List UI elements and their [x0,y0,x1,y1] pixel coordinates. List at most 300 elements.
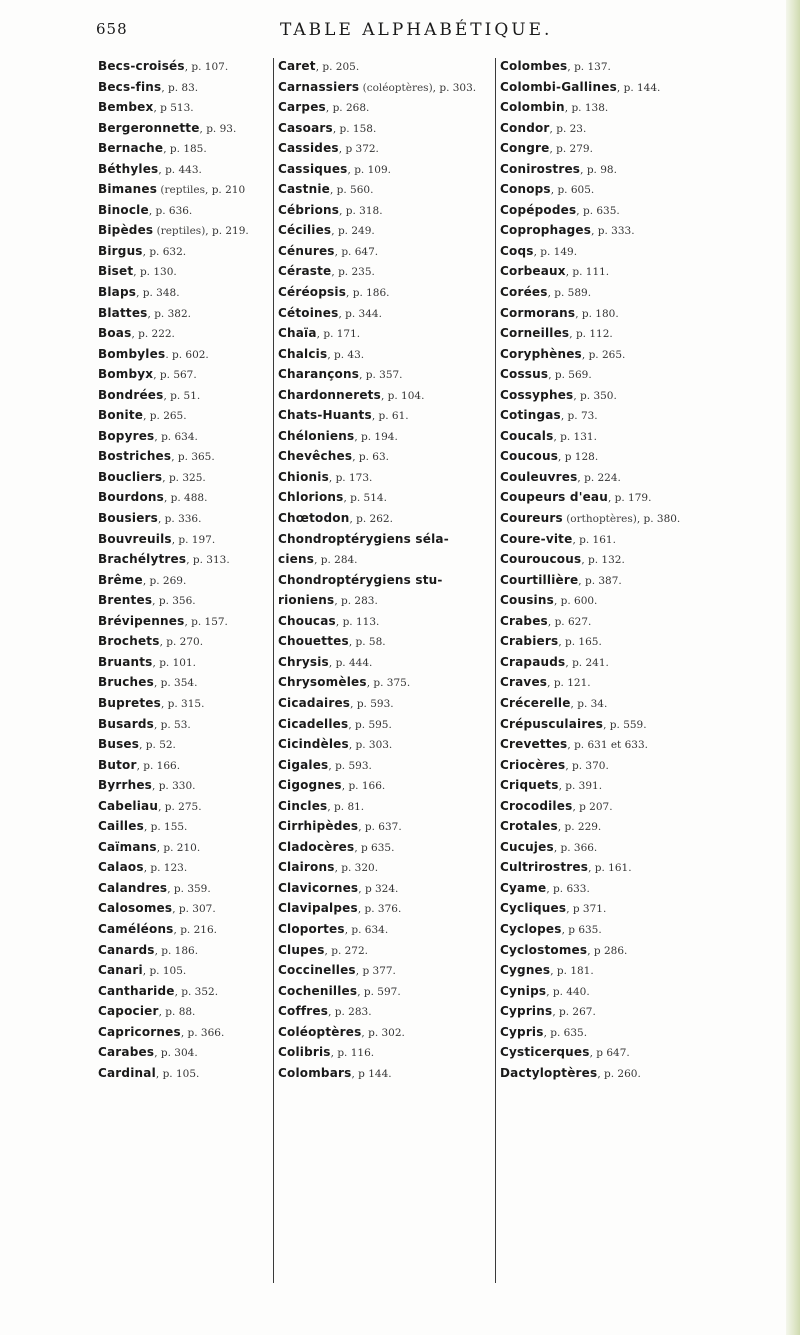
entry-page: , p. 370. [565,759,609,772]
entry-name: Capricornes [98,1024,181,1039]
entry-page: , p. 265. [143,410,187,423]
index-entry [500,652,765,673]
index-entry [278,200,526,221]
entry-name: Bombyles [98,346,166,361]
entry-page: , p. 51. [163,389,201,402]
entry-name: Cicadelles [278,716,349,731]
entry-page: , p. 267. [552,1006,596,1019]
index-entry [500,364,765,385]
entry-page: , p. 632. [142,245,187,258]
entry-page: , p. 165. [558,636,602,649]
entry-page: , p. 197. [171,533,216,546]
entry-name: Corées [500,285,548,300]
entry-name: Chondroptérygiens stu- [278,572,443,587]
entry-name: Coccinelles [278,963,356,978]
index-entry [500,960,765,981]
entry-page: , p. 73. [560,410,598,423]
entry-page: , p. 560. [329,184,374,197]
index-entry [500,631,765,652]
entry-name: Coucals [500,428,554,443]
entry-page: , p. 600. [553,595,598,608]
index-entry [500,919,765,940]
entry-name: Capocier [98,1004,159,1019]
index-entry [278,529,526,550]
entry-name: Cynips [500,983,547,998]
entry-page: , p. 375. [366,677,411,690]
entry-page: , p. 111. [565,266,610,279]
entry-name: Colombin [500,100,565,115]
index-entry [278,179,526,200]
entry-page: , p. 559. [603,718,647,731]
entry-name: Copépodes [500,202,577,217]
entry-page: , p. 81. [327,800,365,813]
entry-name: Brévipennes [98,613,185,628]
entry-name: Chéloniens [278,428,355,443]
index-entry [500,467,765,488]
entry-name: Couleuvres [500,469,578,484]
entry-page: , p. 637. [358,821,402,834]
entry-page: , p. 320. [334,862,379,875]
index-entry [278,898,526,919]
entry-name: Cultrirostres [500,860,589,875]
index-entry [278,1063,526,1084]
entry-page: , p. 229. [557,821,602,834]
entry-name: Biset [98,264,134,279]
entry-name: Dactyloptères [500,1065,598,1080]
entry-page: , p 377. [355,965,396,978]
entry-page: , p. 210 [205,184,246,197]
entry-page: , p. 130. [133,266,177,279]
entry-name: Birgus [98,243,143,258]
entry-name: Coureurs [500,511,563,526]
entry-page: , p. 34. [570,697,608,710]
entry-page: , p. 647. [334,245,379,258]
entry-name: Criquets [500,778,559,793]
entry-page: , p. 23. [549,122,587,135]
index-entry [500,56,765,77]
entry-note: (coléoptères) [359,81,433,94]
entry-name: Buses [98,737,140,752]
index-entry [278,1001,526,1022]
index-entry [278,693,526,714]
entry-name: Castnie [278,182,330,197]
entry-page: , p. 336. [158,513,202,526]
entry-page: , p. 88. [158,1006,196,1019]
entry-name: Blattes [98,305,148,320]
index-entry [278,487,526,508]
entry-page: , p. 589. [547,287,592,300]
index-entry [500,1001,765,1022]
entry-page: , p. 181. [550,965,594,978]
entry-page: , p. 194. [354,430,398,443]
entry-name: Brême [98,572,143,587]
entry-name: rioniens [278,593,335,608]
entry-page: , p. 205. [315,61,360,73]
entry-page: , p. 634. [154,430,198,443]
index-entry [278,755,526,776]
index-entry [278,631,526,652]
index-entry [278,344,526,365]
entry-name: Bipèdes [98,223,154,238]
entry-name: Bergeronnette [98,120,200,135]
entry-page: , p. 101. [152,656,196,669]
index-entry [278,940,526,961]
entry-name: Calaos [98,860,144,875]
entry-page: , p. 354. [153,677,198,690]
entry-name: Coure-vite [500,531,573,546]
entry-name: Chondroptérygiens séla- [278,531,449,546]
entry-page: , p 372. [338,143,379,156]
entry-page: , p. 104. [380,389,425,402]
entry-page: , p. 634. [344,923,389,936]
index-entry [278,385,526,406]
entry-page: , p. 222. [131,328,175,341]
entry-name: Crépusculaires [500,716,604,731]
entry-page: , p. 262. [349,513,393,526]
entry-page: , p 286. [587,944,628,957]
entry-page: , p. 235. [331,266,375,279]
entry-page: , p. 157. [184,615,228,628]
index-entry [500,446,765,467]
entry-page: , p. 325. [162,471,206,484]
entry-name: Cétoines [278,305,339,320]
entry-page: , p. 631 et 633. [567,739,648,752]
entry-page: , p. 241. [565,656,609,669]
entry-name: Bostriches [98,449,172,464]
entry-name: Carnassiers [278,79,360,94]
entry-name: Couroucous [500,552,582,567]
index-entry [500,261,765,282]
entry-page: , p. 131. [553,430,597,443]
entry-page: , p. 216. [173,923,217,936]
index-entry [278,837,526,858]
entry-page: , p. 440. [546,985,590,998]
entry-name: Conirostres [500,161,581,176]
index-column-2 [278,56,526,1083]
entry-page: , p. 597. [357,985,401,998]
entry-page: , p 128. [558,451,599,464]
entry-page: , p. 186. [346,287,390,300]
entry-name: Cyclopes [500,921,562,936]
index-entry [500,796,765,817]
entry-name: Binocle [98,202,149,217]
index-entry [500,734,765,755]
index-entry [278,56,526,77]
entry-name: Clavicornes [278,880,359,895]
index-entry [278,323,526,344]
entry-page: , p. 636. [148,204,193,217]
entry-page: , p. 382. [147,307,191,320]
index-entry [278,734,526,755]
entry-name: Crotales [500,819,558,834]
entry-name: Carpes [278,100,326,115]
entry-name: Chouettes [278,634,349,649]
entry-page: , p 635. [561,923,602,936]
index-entry [500,714,765,735]
entry-page: , p. 58. [348,636,386,649]
entry-name: Bupretes [98,695,161,710]
entry-page: , p. 137. [567,61,611,73]
index-entry [500,118,765,139]
entry-page: , p. 173. [328,471,373,484]
index-entry [500,159,765,180]
entry-name: Chœtodon [278,511,350,526]
entry-name: Cormorans [500,305,576,320]
index-entry [500,940,765,961]
entry-name: Cassides [278,141,339,156]
entry-name: Cygnes [500,963,551,978]
index-entry [500,590,765,611]
index-entry [278,857,526,878]
index-entry [500,344,765,365]
entry-name: Becs-fins [98,79,162,94]
entry-page: , p. 365. [171,451,215,464]
index-entry [278,878,526,899]
entry-name: Chaïa [278,326,317,341]
entry-page: , p. 304. [154,1047,198,1060]
entry-page: , p. 158. [332,122,377,135]
entry-page: , p 371. [566,903,607,916]
entry-name: Butor [98,757,137,772]
entry-name: Cyprins [500,1004,553,1019]
entry-name: Cossus [500,367,549,382]
entry-page: , p. 171. [316,328,361,341]
index-entry [500,570,765,591]
entry-page: , p. 359. [167,882,211,895]
entry-page: , p. 270. [159,636,204,649]
entry-page: , p. 186. [154,944,199,957]
entry-name: Coqs [500,243,534,258]
index-entry [278,570,526,591]
entry-name: Condor [500,120,550,135]
entry-page: , p. 567. [153,369,197,382]
entry-name: Brochets [98,634,160,649]
entry-page: , p. 627. [547,615,592,628]
entry-page: , p. 380. [636,513,681,526]
index-entry [278,241,526,262]
entry-name: Coprophages [500,223,592,238]
entry-name: Bouvreuils [98,531,172,546]
entry-page: , p. 121. [547,677,591,690]
entry-page: , p. 357. [359,369,403,382]
entry-name: Cossyphes [500,387,574,402]
entry-page: , p. 366. [180,1026,225,1039]
entry-name: Crocodiles [500,798,573,813]
entry-name: Bousiers [98,511,158,526]
entry-page: , p. 302. [361,1026,405,1039]
entry-name: Clupes [278,942,325,957]
index-entry [278,652,526,673]
index-entry [500,179,765,200]
index-entry [500,1063,765,1084]
entry-name: Coucous [500,449,559,464]
index-entry [500,549,765,570]
entry-name: Bembex [98,100,154,115]
entry-name: Cotingas [500,408,561,423]
index-entry [500,1022,765,1043]
entry-name: Corbeaux [500,264,566,279]
index-entry [278,508,526,529]
entry-name: Brentes [98,593,153,608]
entry-name: Crevettes [500,737,568,752]
entry-page: , p. 161. [572,533,616,546]
page-edge [786,0,800,1335]
entry-page: , p. 307. [172,903,216,916]
page-number: 658 [96,20,128,38]
entry-name: Clavipalpes [278,901,358,916]
entry-page: , p. 166. [341,780,386,793]
index-entry [278,446,526,467]
entry-page: , p. 105. [155,1067,200,1080]
entry-page: , p. 138. [564,102,609,115]
entry-name: Corneilles [500,326,570,341]
entry-page: , p. 265. [581,348,626,361]
entry-name: Coryphènes [500,346,582,361]
entry-name: Cochenilles [278,983,358,998]
index-entry [278,775,526,796]
entry-page: , p. 93. [199,122,237,135]
entry-name: Crabiers [500,634,559,649]
index-entry [500,426,765,447]
entry-name: ciens [278,552,315,567]
entry-page: , p. 272. [324,944,368,957]
entry-page: , p. 43. [327,348,365,361]
entry-name: Caïmans [98,839,157,854]
entry-page: , p. 52. [139,739,176,752]
index-entry [278,159,526,180]
entry-page: , p. 595. [348,718,392,731]
entry-page: , p. 61. [371,410,409,423]
entry-page: , p. 391. [558,780,603,793]
entry-page: , p. 113. [335,615,380,628]
index-entry [278,282,526,303]
index-entry [500,611,765,632]
entry-name: Calandres [98,880,168,895]
entry-name: Béthyles [98,161,159,176]
entry-page: , p 635. [354,841,395,854]
entry-name: Chats-Huants [278,408,372,423]
index-entry [500,97,765,118]
index-entry [500,323,765,344]
entry-page: , p 207. [572,800,613,813]
index-entry [278,467,526,488]
entry-name: Boucliers [98,469,163,484]
entry-name: Bopyres [98,428,155,443]
index-entry [278,97,526,118]
entry-page: , p. 488. [163,492,208,505]
entry-name: Céraste [278,264,332,279]
index-entry [500,878,765,899]
index-entry [278,672,526,693]
entry-note: (orthoptères) [562,513,637,526]
index-entry [500,981,765,1002]
entry-name: Canards [98,942,155,957]
entry-name: Cénures [278,243,335,258]
entry-page: , p. 366. [553,841,598,854]
index-entry [500,282,765,303]
index-entry [278,714,526,735]
entry-page: , p. 313. [186,554,230,567]
entry-page: , p. 387. [578,574,622,587]
entry-page: , p. 116. [330,1047,375,1060]
entry-page: , p. 318. [339,204,383,217]
entry-page: , p. 348. [136,287,180,300]
entry-name: Crabes [500,613,548,628]
index-entry [278,303,526,324]
entry-page: , p 144. [351,1067,392,1080]
index-entry [500,693,765,714]
entry-page: , p. 109. [347,163,391,176]
entry-page: , p. 593. [350,697,394,710]
entry-name: Crapauds [500,654,566,669]
entry-name: Céréopsis [278,285,347,300]
index-entry [500,303,765,324]
entry-name: Cicadaires [278,695,351,710]
entry-name: Bondrées [98,387,164,402]
entry-page: , p. 356. [152,595,196,608]
entry-name: Bombyx [98,367,154,382]
entry-page: , p. 53. [153,718,191,731]
entry-page: , p. 569. [548,369,592,382]
entry-page: , p. 179. [607,492,652,505]
index-entry [500,405,765,426]
index-entry [500,385,765,406]
entry-page: , p 324. [358,882,399,895]
entry-note: (reptiles) [153,225,206,238]
index-entry [278,1022,526,1043]
entry-page: , p 513. [153,102,194,115]
index-entry [500,755,765,776]
entry-name: Cicindèles [278,737,349,752]
entry-page: , p. 443. [158,163,202,176]
entry-page: , p. 224. [577,471,621,484]
entry-page: , p. 283. [334,595,378,608]
entry-page: , p. 268. [325,102,370,115]
index-entry [278,816,526,837]
entry-page: , p. 275. [158,800,202,813]
entry-page: , p. 105. [142,965,187,978]
entry-name: Caméléons [98,921,174,936]
entry-name: Chalcis [278,346,328,361]
entry-name: Blaps [98,285,137,300]
index-entry [278,138,526,159]
entry-page: , p. 107. [184,61,229,73]
entry-page: , p. 284. [314,554,358,567]
entry-name: Courtillière [500,572,579,587]
entry-page: , p. 376. [357,903,402,916]
index-entry [278,796,526,817]
index-entry [278,611,526,632]
entry-name: Coffres [278,1004,329,1019]
entry-name: Colibris [278,1045,331,1060]
entry-page: , p. 149. [533,245,578,258]
entry-name: Cabeliau [98,798,159,813]
entry-name: Cysticerques [500,1045,590,1060]
index-entry [500,816,765,837]
entry-name: Bruches [98,675,154,690]
entry-page: , p. 605. [550,184,595,197]
entry-name: Charançons [278,367,360,382]
entry-name: Bruants [98,654,153,669]
index-entry [278,919,526,940]
entry-name: Cousins [500,593,554,608]
entry-name: Casoars [278,120,333,135]
entry-page: , p. 166. [136,759,181,772]
index-entry [500,241,765,262]
entry-note: (reptiles [157,184,206,197]
index-entry [500,837,765,858]
entry-name: Colombars [278,1065,352,1080]
